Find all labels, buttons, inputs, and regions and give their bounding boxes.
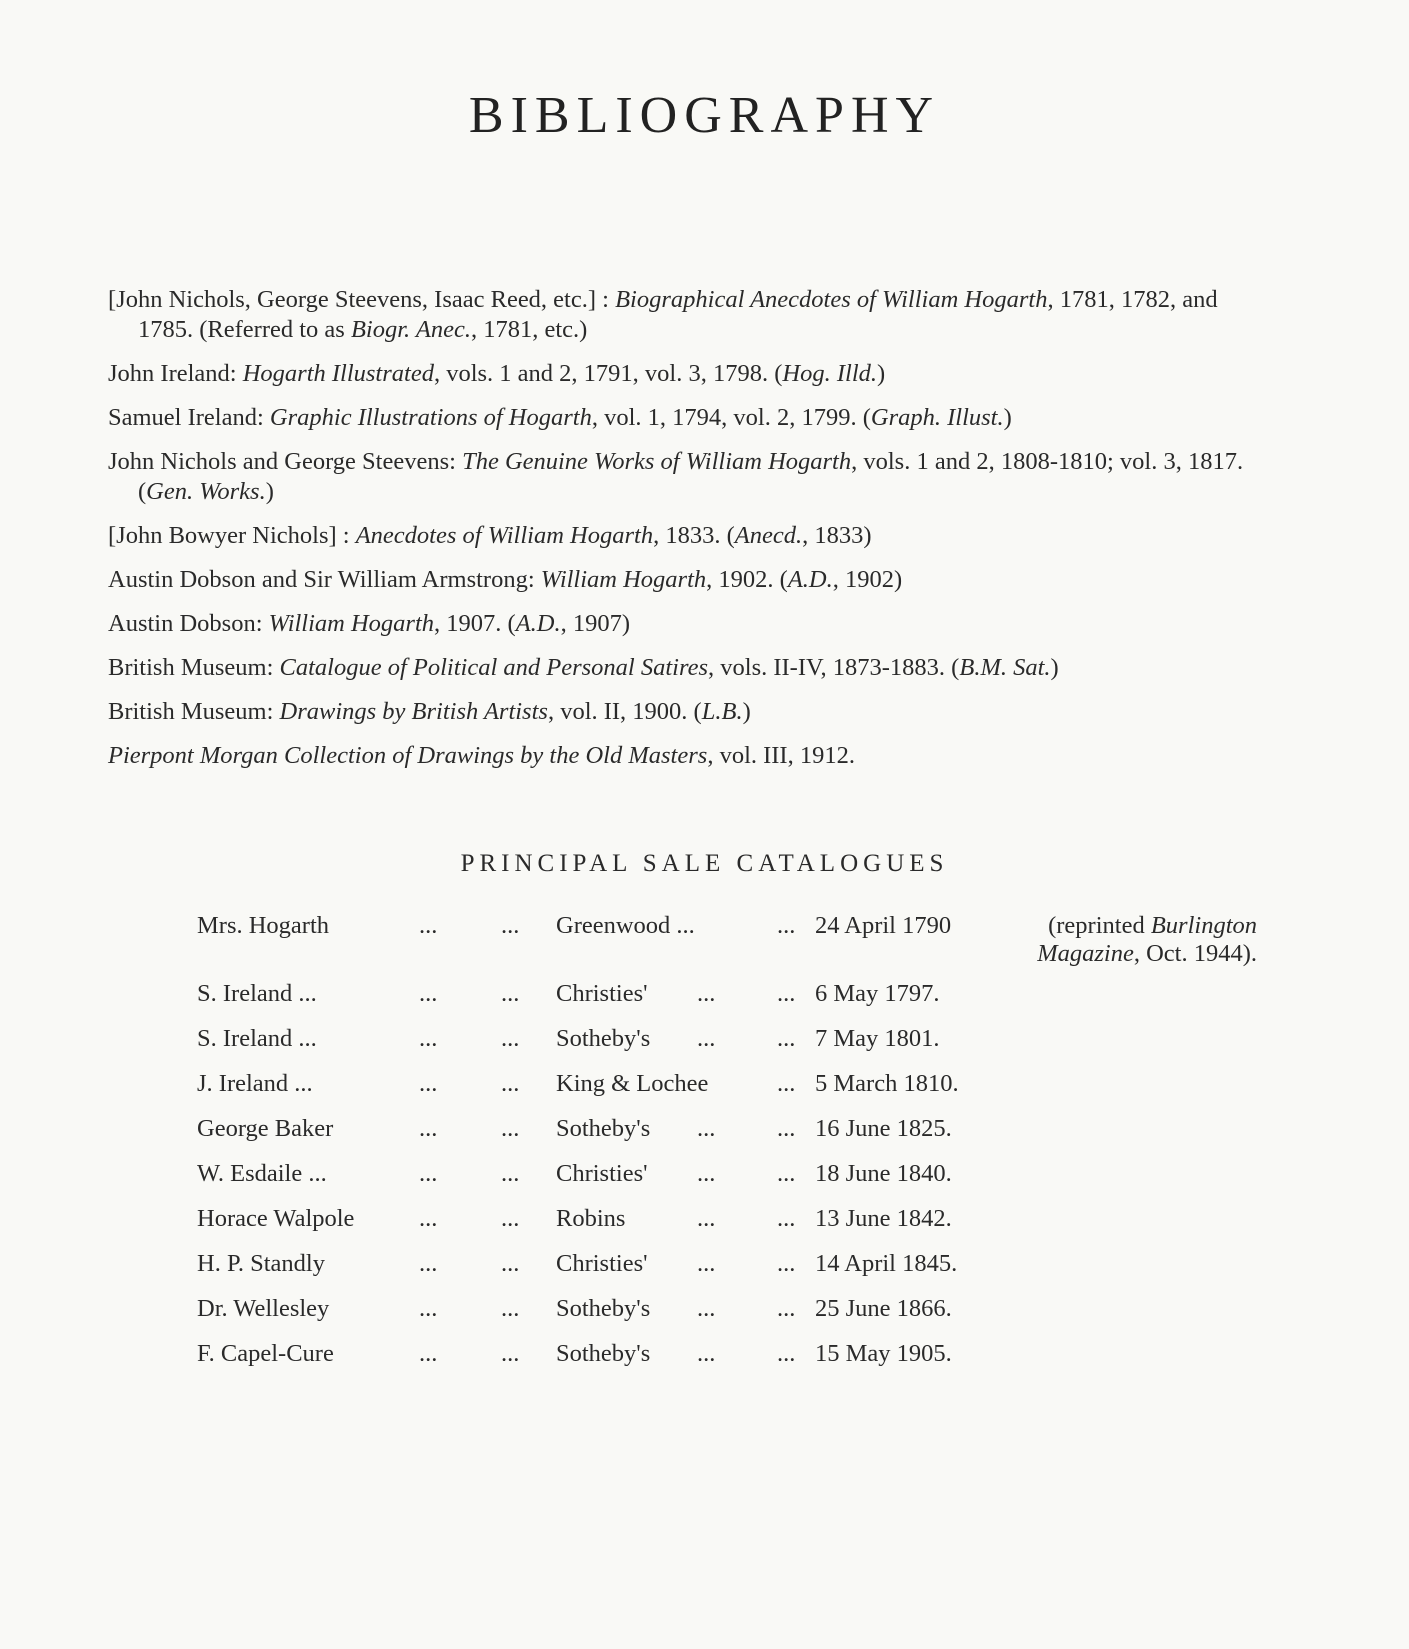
leader-dots: ... — [419, 1205, 438, 1232]
leader-dots: ... — [419, 1025, 438, 1052]
bibliography-list — [108, 285, 1278, 785]
entry-title-italic: Anecd. — [734, 522, 803, 549]
sale-date: 25 June 1866. — [815, 1295, 952, 1322]
seller-name: Mrs. Hogarth — [197, 912, 330, 939]
leader-dots: ... — [777, 1295, 796, 1322]
bibliography-entry — [108, 521, 1278, 551]
seller-name: S. Ireland ... — [197, 980, 317, 1007]
leader-dots: ... — [777, 980, 796, 1007]
entry-text: Austin Dobson: — [108, 610, 269, 637]
sale-date: 15 May 1905. — [815, 1340, 952, 1367]
entry-title-italic: B.M. Sat. — [959, 654, 1051, 681]
entry-text: Samuel Ireland: — [108, 404, 270, 431]
leader-dots: ... — [501, 912, 520, 939]
entry-text: , 1907. ( — [434, 610, 516, 637]
entry-title-italic: William Hogarth — [540, 566, 707, 593]
sale-date: 5 March 1810. — [815, 1070, 959, 1097]
auction-house: Sotheby's — [556, 1025, 651, 1052]
entry-title-italic: Hogarth Illustrated — [242, 360, 434, 387]
table-row — [197, 912, 1277, 980]
bibliography-entry — [108, 359, 1278, 389]
entry-text: John Ireland: — [108, 360, 243, 387]
table-row — [197, 1115, 1277, 1160]
entry-text: , vol. 1, 1794, vol. 2, 1799. ( — [591, 404, 871, 431]
entry-title-italic: Gen. Works. — [146, 478, 266, 505]
entry-text: ) — [1050, 654, 1059, 681]
leader-dots: ... — [419, 1070, 438, 1097]
leader-dots: ... — [419, 1295, 438, 1322]
table-row — [197, 1340, 1277, 1385]
note-italic: Burlington Magazine — [1037, 912, 1257, 967]
bibliography-entry — [108, 285, 1278, 345]
sale-date: 18 June 1840. — [815, 1160, 952, 1187]
seller-name: H. P. Standly — [197, 1250, 325, 1277]
seller-name: Dr. Wellesley — [197, 1295, 330, 1322]
leader-dots: ... — [777, 1070, 796, 1097]
leader-dots: ... — [697, 980, 716, 1007]
entry-title-italic: The Genuine Works of William Hogarth — [462, 448, 852, 475]
leader-dots: ... — [697, 1340, 716, 1367]
table-row — [197, 1295, 1277, 1340]
entry-text: ) — [742, 698, 751, 725]
leader-dots: ... — [501, 1025, 520, 1052]
table-row — [197, 1160, 1277, 1205]
table-row — [197, 980, 1277, 1025]
table-row — [197, 1025, 1277, 1070]
leader-dots: ... — [777, 1115, 796, 1142]
entry-title-italic: Pierpont Morgan Collection of Drawings by the Old Masters — [108, 742, 708, 769]
leader-dots: ... — [419, 1160, 438, 1187]
auction-house: Christies' — [556, 1160, 648, 1187]
page-title: BIBLIOGRAPHY — [468, 87, 941, 144]
leader-dots: ... — [419, 1250, 438, 1277]
leader-dots: ... — [697, 1205, 716, 1232]
entry-title-italic: William Hogarth — [268, 610, 435, 637]
bibliography-entry — [108, 609, 1278, 639]
bibliography-entry — [108, 741, 1278, 771]
bibliography-entry — [108, 697, 1278, 727]
sale-date: 24 April 1790 — [815, 912, 952, 939]
leader-dots: ... — [697, 1160, 716, 1187]
auction-house: Christies' — [556, 1250, 648, 1277]
leader-dots: ... — [777, 1250, 796, 1277]
leader-dots: ... — [501, 1295, 520, 1322]
leader-dots: ... — [419, 912, 438, 939]
entry-title-italic: Biogr. Anec. — [350, 316, 471, 343]
leader-dots: ... — [777, 1340, 796, 1367]
entry-text: , vol. III, 1912. — [707, 742, 855, 769]
leader-dots: ... — [419, 980, 438, 1007]
entry-text: , 1833. ( — [653, 522, 735, 549]
entry-text: , 1781, etc.) — [470, 316, 588, 343]
entry-text: British Museum: — [108, 654, 280, 681]
seller-name: S. Ireland ... — [197, 1025, 317, 1052]
entry-text: , vols. 1 and 2, 1808-1810; vol. 3, 1817. ( — [138, 448, 1244, 505]
leader-dots: ... — [697, 1115, 716, 1142]
entry-text: [John Nichols, George Steevens, Isaac Reed, etc.] : — [108, 286, 609, 313]
note-text: , Oct. 1944). — [1133, 940, 1257, 967]
sale-date: 7 May 1801. — [815, 1025, 940, 1052]
entry-text: Austin Dobson and Sir William Armstrong: — [108, 566, 541, 593]
sale-catalogues-table — [197, 912, 1277, 1385]
table-row — [197, 1250, 1277, 1295]
entry-text: , vols. II-IV, 1873-1883. ( — [708, 654, 960, 681]
entry-title-italic: Anecdotes of William Hogarth — [355, 522, 654, 549]
entry-title-italic: A.D. — [515, 610, 561, 637]
sale-note — [997, 912, 1257, 968]
leader-dots: ... — [501, 980, 520, 1007]
bibliography-entry — [108, 447, 1278, 507]
entry-title-italic: Graph. Illust. — [870, 404, 1004, 431]
bibliography-entry — [108, 565, 1278, 595]
leader-dots: ... — [777, 1025, 796, 1052]
leader-dots: ... — [501, 1115, 520, 1142]
leader-dots: ... — [419, 1115, 438, 1142]
auction-house: Christies' — [556, 980, 648, 1007]
leader-dots: ... — [777, 1205, 796, 1232]
seller-name: F. Capel-Cure — [197, 1340, 334, 1367]
entry-text: , vols. 1 and 2, 1791, vol. 3, 1798. ( — [433, 360, 783, 387]
seller-name: George Baker — [197, 1115, 334, 1142]
table-row — [197, 1205, 1277, 1250]
auction-house: Sotheby's — [556, 1115, 651, 1142]
leader-dots: ... — [697, 1295, 716, 1322]
entry-title-italic: Drawings by British Artists — [279, 698, 548, 725]
sale-date: 6 May 1797. — [815, 980, 940, 1007]
auction-house: King & Lochee — [556, 1070, 709, 1097]
leader-dots: ... — [501, 1340, 520, 1367]
leader-dots: ... — [777, 912, 796, 939]
leader-dots: ... — [501, 1160, 520, 1187]
sale-date: 13 June 1842. — [815, 1205, 952, 1232]
entry-text: John Nichols and George Steevens: — [108, 448, 463, 475]
bibliography-entry — [108, 653, 1278, 683]
entry-text: ) — [877, 360, 886, 387]
seller-name: W. Esdaile ... — [197, 1160, 327, 1187]
seller-name: Horace Walpole — [197, 1205, 355, 1232]
leader-dots: ... — [697, 1250, 716, 1277]
auction-house: Sotheby's — [556, 1340, 651, 1367]
entry-text: ) — [265, 478, 274, 505]
auction-house: Greenwood ... — [556, 912, 695, 939]
leader-dots: ... — [501, 1205, 520, 1232]
entry-text: , 1902) — [832, 566, 903, 593]
section-heading-sale-catalogues: PRINCIPAL SALE CATALOGUES — [460, 850, 949, 877]
entry-text: , 1833) — [802, 522, 872, 549]
table-row — [197, 1070, 1277, 1115]
entry-title-italic: Hog. Illd. — [782, 360, 877, 387]
sale-date: 14 April 1845. — [815, 1250, 958, 1277]
sale-date: 16 June 1825. — [815, 1115, 952, 1142]
entry-text: , 1907) — [560, 610, 631, 637]
entry-text: , 1781, 1782, and 1785. (Referred to as — [138, 286, 1218, 343]
entry-title-italic: L.B. — [701, 698, 743, 725]
entry-title-italic: Graphic Illustrations of Hogarth — [269, 404, 592, 431]
entry-text: , 1902. ( — [706, 566, 788, 593]
seller-name: J. Ireland ... — [197, 1070, 313, 1097]
entry-text: ) — [1003, 404, 1012, 431]
leader-dots: ... — [419, 1340, 438, 1367]
note-text: (reprinted — [1048, 912, 1151, 939]
auction-house: Robins — [556, 1205, 626, 1232]
bibliography-entry — [108, 403, 1278, 433]
entry-text: [John Bowyer Nichols] : — [108, 522, 356, 549]
entry-text: , vol. II, 1900. ( — [547, 698, 702, 725]
leader-dots: ... — [501, 1250, 520, 1277]
entry-title-italic: Biographical Anecdotes of William Hogarth — [615, 286, 1048, 313]
entry-title-italic: A.D. — [787, 566, 833, 593]
leader-dots: ... — [501, 1070, 520, 1097]
leader-dots: ... — [777, 1160, 796, 1187]
entry-text: British Museum: — [108, 698, 280, 725]
entry-title-italic: Catalogue of Political and Personal Satires — [279, 654, 709, 681]
auction-house: Sotheby's — [556, 1295, 651, 1322]
leader-dots: ... — [697, 1025, 716, 1052]
